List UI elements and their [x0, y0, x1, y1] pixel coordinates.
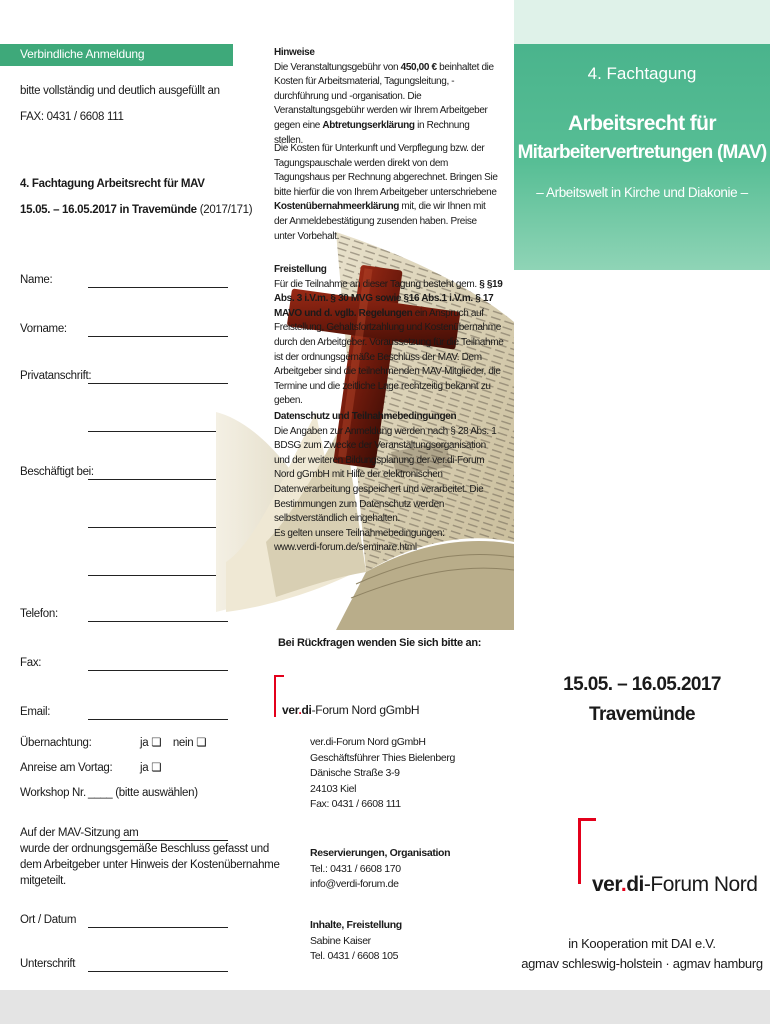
label-name: Name: [20, 274, 53, 286]
inhalte-name: Sabine Kaiser [310, 934, 371, 947]
freistellung-text-c: ein Anspruch auf Freistellung, Gehaltsfortzahlung und Kostenübernahme durch den Arbeitgeber. Voraussetzung für die Teilnahme ist der ordnungsgemäße Beschluss der MAV. Dem Arbeitgeber sind die teilnehmenden MAV-Mitglieder, die Termine und die zeitliche Lage rechtzeitig bekannt zu geben. [274, 307, 504, 407]
hinweise-text-2a: Die Kosten für Unterkunft und Verpflegung bzw. der Tagungspauschale werden direkt von dem Tagungshaus per Rechnung abgerechnet. Bringen Sie bitte hierfür die von Ihrem Arbeitgeber unterschriebene [274, 143, 498, 198]
freistellung-section [274, 263, 510, 409]
contact-line: ver.di-Forum Nord gGmbH [310, 736, 426, 748]
mav-line-2: wurde der ordnungsgemäße Beschluss gefasst und [20, 843, 269, 855]
form-event-code: (2017/171) [199, 204, 253, 216]
label-email: Email: [20, 706, 51, 718]
vorname-field[interactable] [88, 336, 228, 337]
reservierung-phone: Tel.: 0431 / 6608 170 [310, 862, 401, 875]
form-header-bar [0, 44, 233, 66]
privatanschrift-field-2[interactable] [88, 431, 228, 432]
verdi-logo-large-dot: . [620, 873, 627, 896]
anreise-checkbox[interactable]: ja ❏ [140, 762, 162, 774]
privatanschrift-field[interactable] [88, 383, 228, 384]
verdi-logo-small-di: di [301, 703, 312, 717]
mav-line-3: dem Arbeitgeber unter Hinweis der Kostenübernahme [20, 859, 280, 871]
mav-date-field[interactable] [120, 840, 228, 841]
inhalte-title: Inhalte, Freistellung [310, 919, 402, 931]
label-unterschrift: Unterschrift [20, 958, 76, 970]
label-telefon: Telefon: [20, 608, 58, 620]
form-instruction: bitte vollständig und deutlich ausgefüllt an [20, 85, 220, 97]
datenschutz-link[interactable]: www.verdi-forum.de/seminare.html [274, 542, 417, 554]
cover-partners: agmav schleswig-holstein · agmav hamburg [521, 956, 763, 971]
freistellung-text-a: Für die Teilnahme an dieser Tagung besteht gem. [274, 278, 480, 290]
label-ort-datum: Ort / Datum [20, 914, 77, 926]
cover-location: Travemünde [589, 704, 695, 725]
hinweise-abtretung: Abtretungserklärung [322, 119, 415, 131]
label-workshop: Workshop Nr. [20, 787, 86, 799]
contact-block [310, 735, 500, 813]
bottom-band [0, 990, 770, 1024]
label-fax: Fax: [20, 657, 42, 669]
beschaeftigt-field-2[interactable] [88, 527, 228, 528]
telefon-field[interactable] [88, 621, 228, 622]
unterschrift-field[interactable] [88, 971, 228, 972]
hinweise-text-1c: beinhaltet die Kosten für Arbeitsmaterial, Tagungsleitung, -durchführung und -organisation. Die Veranstaltungsgebühr werden wir Ihrem Arbeitgeber gegen eine [274, 61, 494, 131]
label-vorname: Vorname: [20, 323, 67, 335]
verdi-logo-large-suffix: -Forum Nord [643, 873, 758, 896]
cover-column [514, 0, 770, 990]
hinweise-text-1e: in Rechnung stellen. [274, 119, 470, 146]
form-header: Verbindliche Anmeldung [20, 47, 145, 61]
verdi-logo-small-suffix: -Forum Nord gGmbH [311, 703, 420, 717]
verdi-logo-large-di: di [626, 873, 644, 896]
form-event-dates: 15.05. – 16.05.2017 in Travemünde [20, 204, 197, 216]
label-privatanschrift: Privatanschrift: [20, 370, 92, 382]
contact-line: Dänische Straße 3-9 [310, 767, 400, 779]
ort-datum-field[interactable] [88, 927, 228, 928]
verdi-logo-large-ver: ver [592, 873, 621, 896]
contact-line: Fax: 0431 / 6608 111 [310, 798, 401, 810]
label-beschaeftigt: Beschäftigt bei: [20, 466, 94, 478]
form-event-title: 4. Fachtagung Arbeitsrecht für MAV [20, 178, 205, 190]
freistellung-title: Freistellung [274, 264, 327, 275]
datenschutz-link-label: Es gelten unsere Teilnahmebedingungen: [274, 527, 445, 539]
contact-line: Geschäftsführer Thies Bielenberg [310, 751, 456, 764]
uebernachtung-checkboxes[interactable]: ja ❏ nein ❏ [140, 737, 207, 749]
freistellung-paragraphs: § §19 Abs. 3 i.V.m. § 30 MVG sowie §16 Abs.1 i.V.m. § 17 MAVO und d. vglb. Regelungen [274, 278, 503, 319]
mav-line-1: Auf der MAV-Sitzung am [20, 827, 139, 839]
contact-line: 24103 Kiel [310, 782, 357, 795]
cover-cooperation: in Kooperation mit DAI e.V. [568, 936, 716, 951]
cover-edition: 4. Fachtagung [587, 64, 697, 83]
fax-field[interactable] [88, 670, 228, 671]
beschaeftigt-field[interactable] [88, 479, 228, 480]
hinweise-title: Hinweise [274, 47, 315, 58]
cover-title-line2: Mitarbeitervertretungen (MAV) [517, 142, 767, 163]
info-column [256, 0, 514, 990]
reservierung-title: Reservierungen, Organisation [310, 847, 451, 859]
inhalte-phone: Tel. 0431 / 6608 105 [310, 950, 399, 962]
mav-line-4: mitgeteilt. [20, 875, 66, 887]
datenschutz-text: Die Angaben zur Anmeldung werden nach § 28 Abs. 1 BDSG zum Zwecke der Veranstaltungsorganisation und der weiteren Bildungsplanung der ver.di-Forum Nord gGmbH mit Hilfe der elektronischen Datenverarbeitung gespeichert und verarbeitet. Die Bestimmungen zum Datenschutz werden selbstverständlich eingehalten. [274, 425, 497, 525]
cover-subtitle: – Arbeitswelt in Kirche und Diakonie – [536, 185, 748, 200]
form-fax: FAX: 0431 / 6608 111 [20, 111, 124, 123]
inhalte-block [310, 918, 500, 965]
reservierung-email[interactable]: info@verdi-forum.de [310, 878, 399, 890]
cover-dates: 15.05. – 16.05.2017 [563, 674, 721, 695]
verdi-logo-small-ver: ver [282, 703, 299, 717]
workshop-field[interactable]: ____ (bitte auswählen) [88, 787, 198, 799]
datenschutz-section [274, 410, 498, 556]
reservierung-block [310, 846, 500, 893]
name-field[interactable] [88, 287, 228, 288]
verdi-logo-small-dot: . [298, 703, 302, 717]
rueckfragen-heading: Bei Rückfragen wenden Sie sich bitte an: [278, 637, 482, 649]
hinweise-paragraph-2 [274, 142, 498, 244]
verdi-logo-small [282, 703, 419, 718]
label-uebernachtung: Übernachtung: [20, 737, 92, 749]
verdi-logo-large [592, 873, 757, 897]
hinweise-text-2c: mit, die wir Ihnen mit der Anmeldebestätigung zusenden haben. Preise unter Vorbehalt. [274, 201, 486, 242]
email-field[interactable] [88, 719, 228, 720]
hinweise-section [274, 46, 498, 148]
cover-top-strip [514, 0, 770, 44]
hinweise-kostenuebernahme: Kostenübernahmeerklärung [274, 201, 399, 213]
label-anreise: Anreise am Vortag: [20, 762, 113, 774]
cover-title-line1: Arbeitsrecht für [568, 112, 716, 135]
hinweise-fee: 450,00 € [400, 61, 437, 73]
hinweise-text-1a: Die Veranstaltungsgebühr von [274, 61, 401, 73]
datenschutz-title: Datenschutz und Teilnahmebedingungen [274, 411, 457, 422]
beschaeftigt-field-3[interactable] [88, 575, 228, 576]
